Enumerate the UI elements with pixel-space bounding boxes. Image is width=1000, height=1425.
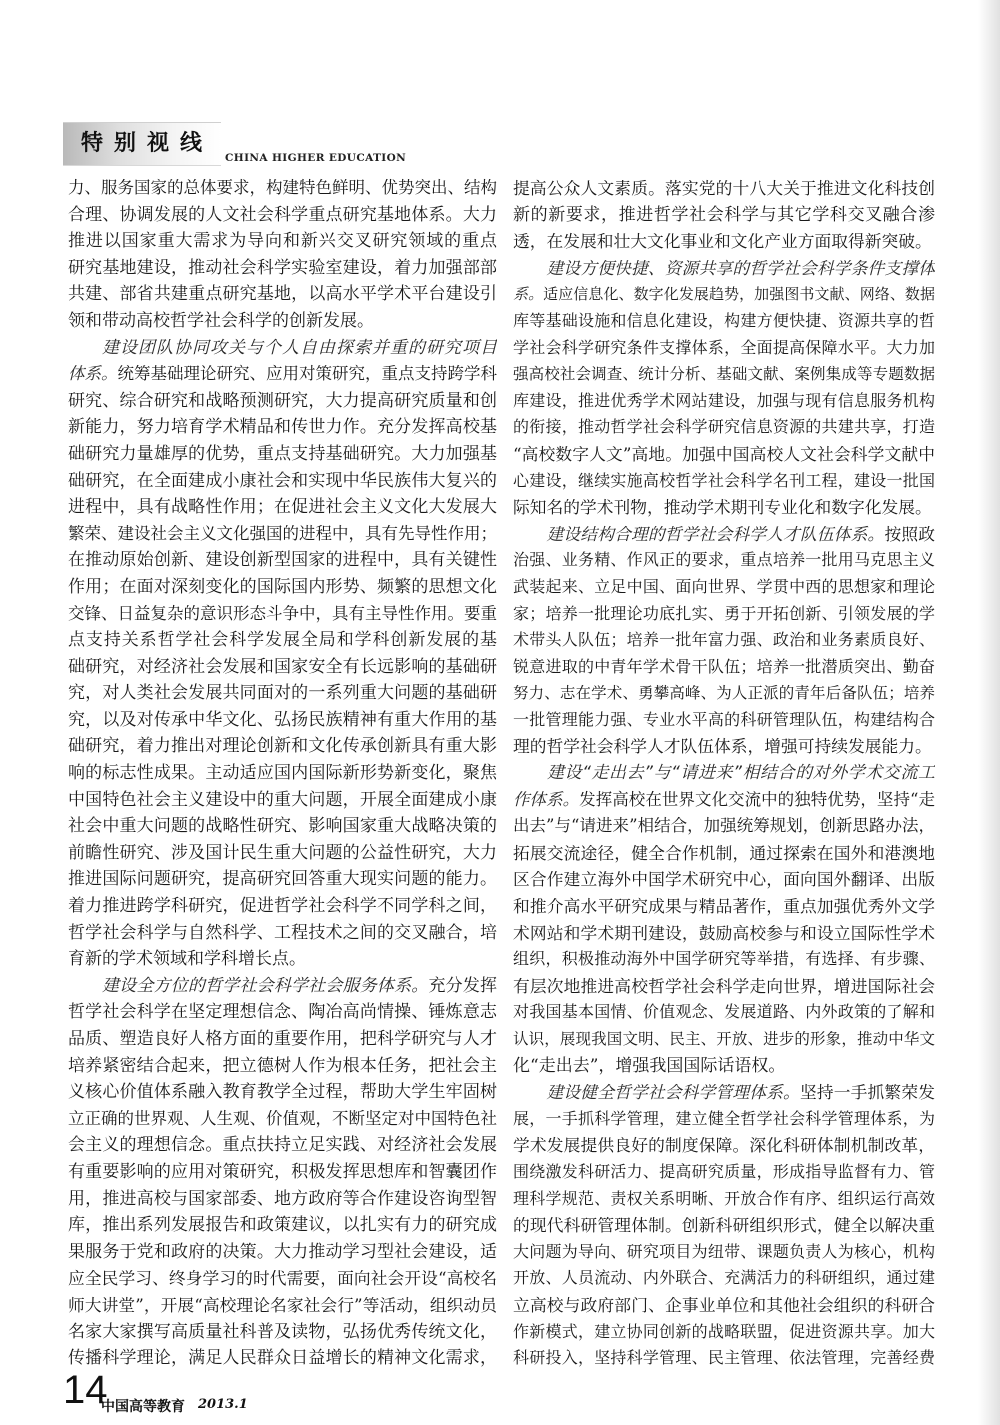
body-text: 发挥高校在世界文化交流中的独特优势，坚持“走	[579, 789, 935, 809]
text-line	[513, 1292, 935, 1319]
paragraph	[513, 521, 935, 760]
text-line	[68, 1079, 497, 1106]
text-line	[513, 1212, 935, 1239]
text-line	[68, 601, 497, 628]
text-line	[513, 1053, 935, 1080]
text-line	[513, 1159, 935, 1186]
text-line	[68, 1212, 497, 1239]
text-line	[68, 335, 497, 362]
body-text: 围绕激发科研活力、提高研究质量，形成指导监督有力、管	[513, 1161, 935, 1181]
text-line	[68, 574, 497, 601]
body-text: 推进以国家重大需求为导向和新兴交叉研究领域的重点	[68, 231, 497, 252]
text-line	[513, 999, 935, 1026]
body-text: 理科学规范、责权关系明晰、开放合作有序、组织运行高效	[513, 1188, 935, 1208]
body-text: 心建设，继续实施高校哲学社会科学名刊工程，建设一批国	[513, 470, 935, 490]
text-line	[68, 1053, 497, 1080]
text-line	[513, 441, 935, 468]
body-text: 力、服务国家的总体要求，构建特色鲜明、优势突出、结构	[68, 178, 497, 197]
text-line	[513, 733, 935, 760]
text-line	[68, 654, 497, 681]
body-text: 品质、塑造良好人格方面的重要作用，把科学研究与人才	[68, 1029, 497, 1049]
body-text: 哲学社会科学与自然科学、工程技术之间的交叉融合，培	[68, 922, 497, 943]
body-text: 理的哲学社会科学人才队伍体系，增强可持续发展能力。	[513, 736, 932, 757]
body-text: 锐意进取的中青年学术骨干队伍；培养一批潜质突出、勤奋	[513, 656, 935, 676]
text-line	[513, 1345, 935, 1372]
body-text: 库，推出系列发展报告和政策建议，以扎实有力的研究成	[68, 1215, 497, 1236]
text-line	[513, 547, 935, 574]
text-line	[513, 973, 935, 1000]
text-line	[513, 335, 935, 362]
text-line	[513, 202, 935, 229]
body-text: 透，在发展和壮大文化事业和文化产业方面取得新突破。	[513, 231, 932, 252]
body-text: 培养紧密结合起来，把立德树人作为根本任务，把社会主	[68, 1055, 497, 1076]
body-text: 展，一手抓科学管理，建立健全哲学社会科学管理体系，为	[513, 1108, 935, 1128]
body-text: 中国特色社会主义建设中的重大问题，开展全面建成小康	[68, 789, 497, 810]
body-text: 立正确的世界观、人生观、价值观，不断坚定对中国特色社	[68, 1108, 497, 1128]
text-line	[513, 813, 935, 840]
body-text: 科研投入，坚持科学管理、民主管理、依法管理，完善经费	[513, 1348, 935, 1368]
text-line	[513, 414, 935, 441]
text-line	[68, 787, 497, 814]
text-line	[68, 627, 497, 654]
body-text: 统筹基础理论研究、应用对策研究，重点支持跨学科	[117, 364, 497, 384]
text-line	[68, 920, 497, 947]
body-text: 立高校与政府部门、企事业单位和其他社会组织的科研合	[513, 1294, 935, 1315]
text-line	[68, 1186, 497, 1213]
text-line	[68, 866, 497, 893]
body-text: 作新模式，建立协同创新的战略联盟，促进资源共享。加大	[513, 1321, 935, 1341]
text-line	[68, 1026, 497, 1053]
body-text: 大问题为导向、研究项目为纽带、课题负责人为核心，机构	[513, 1241, 935, 1261]
text-line	[513, 228, 935, 255]
page-number: 14	[63, 1368, 108, 1412]
text-line	[68, 1292, 497, 1319]
text-line	[513, 281, 935, 308]
text-line	[513, 866, 935, 893]
body-text: 有重要影响的应用对策研究，积极发挥思想库和智囊团作	[68, 1161, 497, 1182]
body-text: 按照政	[884, 523, 935, 544]
text-line	[513, 388, 935, 415]
body-text: 前瞻性研究、涉及国计民生重大问题的公益性研究，大力	[68, 842, 497, 863]
text-line	[513, 787, 935, 814]
text-line	[68, 1106, 497, 1133]
body-text: 繁荣、建设社会主义文化强国的进程中，具有先导性作用；	[68, 523, 497, 543]
text-line	[68, 1132, 497, 1159]
body-text: 师大讲堂”，开展“高校理论名家社会行”等活动，组织动员	[68, 1294, 497, 1315]
text-line	[68, 468, 497, 495]
paragraph	[513, 255, 935, 521]
body-text: 着力推进跨学科研究，促进哲学社会科学不同学科之间，	[68, 896, 497, 917]
body-text: 研究基地建设，推动社会科学实验室建设，着力加强部部	[68, 257, 497, 278]
body-text: 育新的学术领域和学科增长点。	[68, 949, 306, 970]
text-line	[513, 468, 935, 495]
body-text: 组织，积极推动海外中国学研究等举措，有选择、有步骤、	[513, 949, 935, 969]
body-text: 在推动原始创新、建设创新型国家的进程中，具有关键性	[68, 550, 497, 571]
body-text: 领和带动高校哲学社会科学的创新发展。	[68, 310, 374, 331]
body-text: 共建、部省共建重点研究基地，以高水平学术平台建设引	[68, 284, 497, 305]
section-header-banner	[63, 122, 221, 166]
text-line	[68, 946, 497, 973]
section-heading-text: 建设结构合理的哲学社会科学人才队伍体系。	[546, 523, 885, 544]
right-text-column	[513, 175, 935, 1372]
text-line	[68, 1345, 497, 1372]
section-heading-text: 建设方便快捷、资源共享的哲学社会科学条件支撑体	[546, 257, 935, 278]
text-line	[513, 1106, 935, 1133]
paragraph	[513, 1079, 935, 1372]
text-line	[68, 547, 497, 574]
body-text: 一批管理能力强、专业水平高的科研管理队伍，构建结构合	[513, 709, 935, 729]
section-heading-text: 建设全方位的哲学社会科学社会服务体系。	[102, 975, 429, 996]
text-line	[513, 760, 935, 787]
body-text: 治强、业务精、作风正的要求，重点培养一批用马克思主义	[513, 550, 935, 570]
text-line	[68, 813, 497, 840]
body-text: 术带头人队伍；培养一批年富力强、政治和业务素质良好、	[513, 630, 935, 650]
text-line	[68, 175, 497, 202]
body-text: 新能力，努力培育学术精品和传世力作。充分发挥高校基	[68, 417, 497, 438]
paragraph	[68, 175, 497, 335]
body-text: 础研究，对经济社会发展和国家安全有长远影响的基础研	[68, 656, 497, 677]
text-line	[513, 680, 935, 707]
scan-edge-shadow	[978, 0, 1000, 1425]
body-text: 提高公众人文素质。落实党的十八大关于推进文化科技创	[513, 178, 935, 198]
text-line	[513, 1319, 935, 1346]
paragraph	[68, 973, 497, 1372]
paragraph	[513, 175, 935, 255]
body-text: 础研究力量雄厚的优势，重点支持基础研究。大力加强基	[68, 443, 497, 464]
section-heading-text: 建设团队协同攻关与个人自由探索并重的研究项目	[102, 337, 497, 358]
body-text: 础研究，着力推出对理论创新和文化传承创新具有重大影	[68, 736, 497, 757]
text-line	[68, 202, 497, 229]
body-text: 库建设，推进优秀学术网站建设，加强与现有信息服务机构	[513, 390, 935, 410]
paragraph	[68, 335, 497, 973]
text-line	[513, 255, 935, 282]
text-line	[68, 361, 497, 388]
body-text: 坚持一手抓繁荣发	[799, 1082, 935, 1103]
body-text: 出去”与“请进来”相结合，加强统筹规划，创新思路办法，	[513, 816, 935, 836]
body-text: 会主义的理想信念。重点扶持立足实践、对经济社会发展	[68, 1135, 497, 1156]
body-text: 化“走出去”，增强我国国际话语权。	[513, 1055, 786, 1076]
body-text: 区合作建立海外中国学术研究中心，面向国外翻译、出版	[513, 869, 935, 890]
body-text: 的现代科研管理体制。创新科研组织形式，健全以解决重	[513, 1215, 935, 1236]
text-line	[68, 1265, 497, 1292]
text-line	[68, 760, 497, 787]
section-heading-text: 系。	[513, 285, 544, 304]
body-text: 学术发展提供良好的制度保障。深化科研体制机制改革，	[513, 1135, 935, 1156]
footer-issue: 2013.1	[198, 1397, 248, 1412]
text-line	[513, 1186, 935, 1213]
text-line	[68, 733, 497, 760]
body-text: 学社会科学研究条件支撑体系，全面提高保障水平。大力加	[513, 337, 935, 357]
body-text: 努力、志在学术、勇攀高峰、为人正派的青年后备队伍；培养	[513, 684, 935, 703]
footer-journal-name: 中国高等教育	[101, 1399, 185, 1415]
body-text: 和推介高水平研究成果与精品著作，重点加强优秀外文学	[513, 896, 935, 917]
section-heading-text: 作体系。	[513, 789, 580, 809]
body-text: 武装起来、立足中国、面向世界、学贯中西的思想家和理论	[513, 576, 935, 596]
text-line	[68, 840, 497, 867]
body-text: 义核心价值体系融入教育教学全过程，帮助大学生牢固树	[68, 1082, 497, 1103]
text-line	[68, 441, 497, 468]
text-line	[513, 1239, 935, 1266]
body-text: 础研究，在全面建成小康社会和实现中华民族伟大复兴的	[68, 470, 497, 491]
body-text: 新的新要求，推进哲学社会科学与其它学科交叉融合渗	[513, 204, 935, 225]
body-text: 应全民学习、终身学习的时代需要，面向社会开设“高校名	[68, 1268, 497, 1289]
body-text: 用，推进高校与国家部委、地方政府等合作建设咨询型智	[68, 1188, 497, 1209]
body-text: 推进国际问题研究，提高研究回答重大现实问题的能力。	[68, 869, 497, 890]
body-text: 家；培养一批理论功底扎实、勇于开拓创新、引领发展的学	[513, 603, 935, 623]
text-line	[68, 1159, 497, 1186]
body-text: 际知名的学术刊物，推动学术期刊专业化和数字化发展。	[513, 497, 932, 518]
body-text: 对我国基本国情、价值观念、发展道路、内外政策的了解和	[513, 1002, 935, 1022]
text-line	[513, 893, 935, 920]
text-line	[513, 175, 935, 202]
text-line	[68, 521, 497, 548]
body-text: 研究、综合研究和战略预测研究，大力提高研究质量和创	[68, 390, 497, 411]
section-title: 特别视线	[81, 131, 214, 156]
text-line	[68, 414, 497, 441]
body-text: 开放、人员流动、内外联合、充满活力的科研组织，通过建	[513, 1268, 935, 1288]
text-line	[68, 707, 497, 734]
body-text: 作用；在面对深刻变化的国际国内形势、频繁的思想文化	[68, 576, 497, 597]
body-text: 社会中重大问题的战略性研究、影响国家重大战略决策的	[68, 816, 497, 837]
text-line	[513, 601, 935, 628]
body-text: “高校数字人文”高地。加强中国高校人文社会科学文献中	[513, 443, 935, 464]
body-text: 适应信息化、数字化发展趋势，加强图书文献、网络、数据	[543, 285, 935, 304]
text-line	[68, 999, 497, 1026]
body-text: 术网站和学术期刊建设，鼓励高校参与和设立国际性学术	[513, 922, 935, 943]
text-line	[513, 574, 935, 601]
body-text: 传播科学理论，满足人民群众日益增长的精神文化需求，	[68, 1348, 497, 1369]
body-text: 库等基础设施和信息化建设，构建方便快捷、资源共享的哲	[513, 310, 935, 330]
text-line	[513, 361, 935, 388]
text-line	[513, 840, 935, 867]
body-text: 进程中，具有战略性作用；在促进社会主义文化大发展大	[68, 497, 497, 518]
body-text: 拓展交流途径，健全合作机制，通过探索在国外和港澳地	[513, 842, 935, 863]
body-text: 强高校社会调查、统计分析、基础文献、案例集成等专题数据	[513, 365, 935, 384]
section-heading-text: 建设健全哲学社会科学管理体系。	[546, 1082, 800, 1103]
body-text: 响的标志性成果。主动适应国内国际新形势新变化，聚焦	[68, 763, 497, 784]
body-text: 合理、协调发展的人文社会科学重点研究基地体系。大力	[68, 204, 497, 225]
body-text: 充分发挥	[428, 975, 497, 996]
text-line	[68, 228, 497, 255]
left-text-column	[68, 175, 497, 1372]
text-line	[513, 1079, 935, 1106]
text-line	[68, 388, 497, 415]
body-text: 究，以及对传承中华文化、弘扬民族精神有重大作用的基	[68, 709, 497, 730]
text-line	[513, 654, 935, 681]
text-line	[513, 707, 935, 734]
text-line	[68, 973, 497, 1000]
body-text: 的衔接，推动哲学社会科学研究信息资源的共建共享，打造	[513, 417, 935, 437]
text-line	[68, 281, 497, 308]
text-line	[513, 946, 935, 973]
body-text: 有层次地推进高校哲学社会科学走向世界，增进国际社会	[513, 975, 935, 996]
body-text: 交锋、日益复杂的意识形态斗争中，具有主导性作用。要重	[68, 603, 497, 623]
body-text: 哲学社会科学在坚定理想信念、陶冶高尚情操、锤炼意志	[68, 1002, 497, 1023]
body-text: 认识，展现我国文明、民主、开放、进步的形象，推动中华文	[513, 1030, 935, 1048]
text-line	[68, 893, 497, 920]
body-text: 点支持关系哲学社会科学发展全局和学科创新发展的基	[68, 630, 497, 651]
text-line	[68, 308, 497, 335]
paragraph	[513, 760, 935, 1079]
journal-english-name: CHINA HIGHER EDUCATION	[225, 152, 407, 164]
text-line	[513, 1132, 935, 1159]
text-line	[513, 920, 935, 947]
section-heading-text: 建设“走出去”与“请进来”相结合的对外学术交流工	[547, 763, 935, 784]
text-line	[513, 308, 935, 335]
text-line	[68, 1319, 497, 1346]
text-line	[68, 255, 497, 282]
text-line	[513, 494, 935, 521]
section-heading-text: 体系。	[68, 364, 118, 384]
text-line	[68, 680, 497, 707]
body-text: 究，对人类社会发展共同面对的一系列重大问题的基础研	[68, 683, 497, 704]
text-line	[68, 1239, 497, 1266]
text-line	[513, 627, 935, 654]
text-line	[513, 1026, 935, 1053]
text-line	[68, 494, 497, 521]
body-text: 果服务于党和政府的决策。大力推动学习型社会建设，适	[68, 1241, 497, 1262]
body-text: 名家大家撰写高质量社科普及读物，弘扬优秀传统文化，	[68, 1321, 497, 1342]
text-line	[513, 521, 935, 548]
text-line	[513, 1265, 935, 1292]
